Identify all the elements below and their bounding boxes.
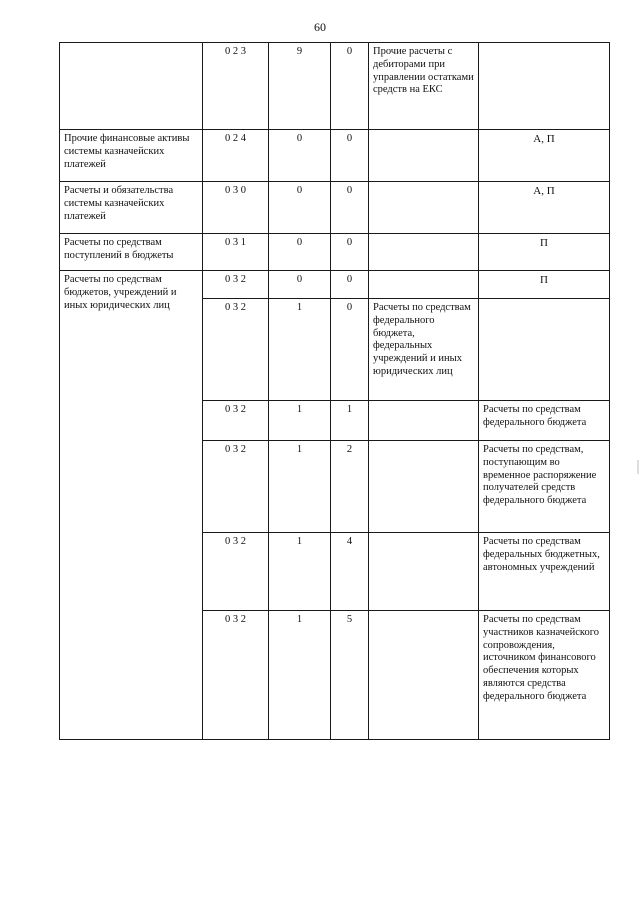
account-name-cell: Расчеты по средствам бюджетов, учреждений и иных юридических лиц [60,271,203,740]
analytic-code-2-cell: 0 [331,43,369,130]
scan-speck [637,460,639,474]
subaccount-name-cell [369,182,479,234]
subaccount-name-cell: Прочие расчеты с дебиторами при управлении остатками средств на ЕКС [369,43,479,130]
table-row [60,130,610,182]
analytic-code-1-cell: 0 [269,234,331,271]
subaccount-description-cell [479,299,610,401]
account-code-cell: 0 3 2 [203,441,269,533]
account-name-cell: Расчеты по средствам поступлений в бюджеты [60,234,203,271]
account-code-cell: 0 3 2 [203,271,269,299]
account-code-cell: 0 3 1 [203,234,269,271]
subaccount-name-cell [369,441,479,533]
analytic-code-2-cell: 4 [331,533,369,611]
account-code-cell: 0 3 2 [203,401,269,441]
account-code-cell: 0 2 3 [203,43,269,130]
analytic-code-1-cell: 1 [269,533,331,611]
analytic-code-2-cell: 0 [331,182,369,234]
analytic-code-2-cell: 5 [331,611,369,740]
analytic-code-1-cell: 0 [269,271,331,299]
right-column-cell [479,43,610,130]
subaccount-name-cell [369,271,479,299]
table-row [60,43,610,130]
analytic-code-1-cell: 1 [269,299,331,401]
subaccount-name-cell [369,130,479,182]
table-row [60,182,610,234]
subaccount-name-cell [369,533,479,611]
analytic-code-1-cell: 1 [269,401,331,441]
subaccount-description-cell: Расчеты по средствам, поступающим во временное распоряжение получателей средств федерального бюджета [479,441,610,533]
page-number: 60 [314,20,326,34]
balance-sign-cell: П [479,271,610,299]
subaccount-name-cell: Расчеты по средствам федерального бюджета, федеральных учреждений и иных юридических лиц [369,299,479,401]
subaccount-name-cell [369,401,479,441]
analytic-code-2-cell: 0 [331,130,369,182]
analytic-code-1-cell: 0 [269,130,331,182]
account-name-cell: Расчеты и обязательства системы казначейских платежей [60,182,203,234]
analytic-code-1-cell: 0 [269,182,331,234]
analytic-code-1-cell: 9 [269,43,331,130]
account-code-cell: 0 3 2 [203,299,269,401]
account-code-cell: 0 3 2 [203,533,269,611]
subaccount-description-cell: Расчеты по средствам федерального бюджета [479,401,610,441]
account-code-cell: 0 3 2 [203,611,269,740]
table-row [60,271,610,299]
balance-sign-cell: А, П [479,130,610,182]
analytic-code-2-cell: 0 [331,234,369,271]
subaccount-name-cell [369,234,479,271]
account-name-cell: Прочие финансовые активы системы казначейских платежей [60,130,203,182]
balance-sign-cell: П [479,234,610,271]
analytic-code-2-cell: 2 [331,441,369,533]
analytic-code-2-cell: 0 [331,271,369,299]
analytic-code-1-cell: 1 [269,611,331,740]
account-code-cell: 0 2 4 [203,130,269,182]
table-row [60,234,610,271]
analytic-code-2-cell: 1 [331,401,369,441]
accounts-table [59,42,610,740]
balance-sign-cell: А, П [479,182,610,234]
account-code-cell: 0 3 0 [203,182,269,234]
subaccount-description-cell: Расчеты по средствам федеральных бюджетных, автономных учреждений [479,533,610,611]
subaccount-description-cell: Расчеты по средствам участников казначейского сопровождения, источником финансового обеспечения которых являются средства федерального бюджета [479,611,610,740]
analytic-code-1-cell: 1 [269,441,331,533]
account-name-cell [60,43,203,130]
subaccount-name-cell [369,611,479,740]
analytic-code-2-cell: 0 [331,299,369,401]
